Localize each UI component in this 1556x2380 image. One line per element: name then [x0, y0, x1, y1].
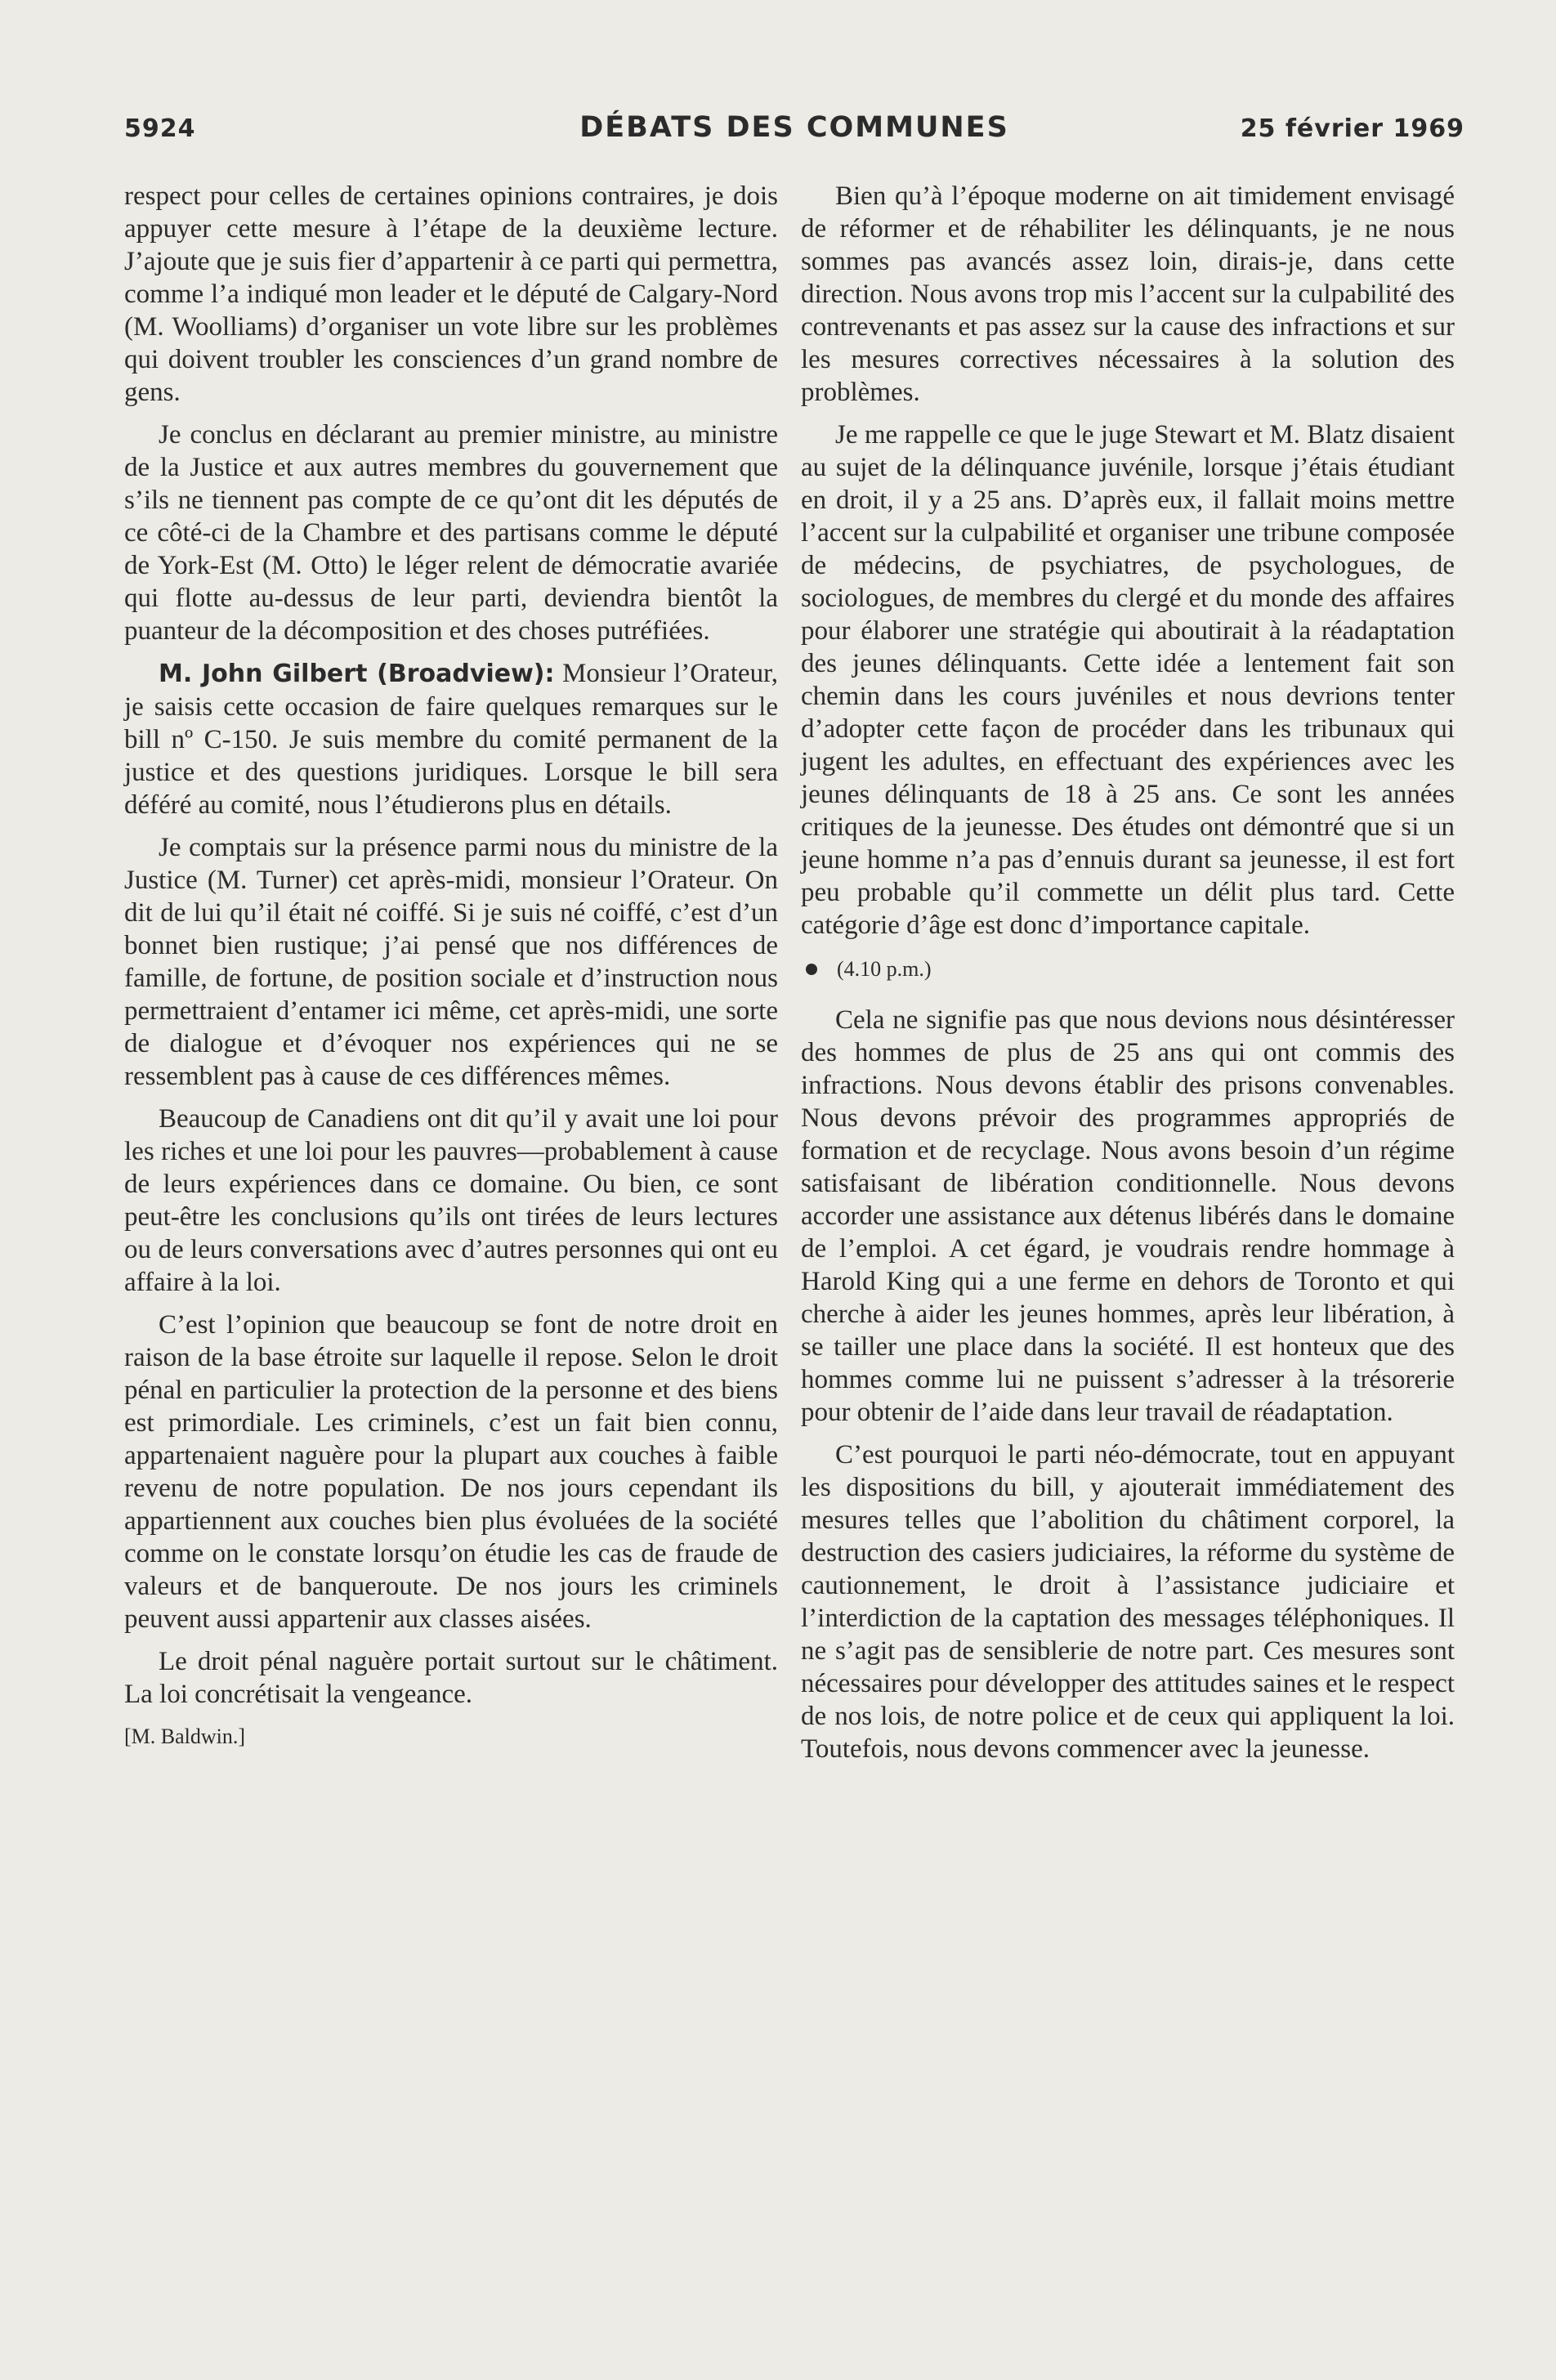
publication-title: DÉBATS DES COMMUNES [579, 111, 1009, 144]
time-stamp: (4.10 p.m.) [837, 957, 932, 981]
right-column [801, 180, 1455, 1775]
bullet-icon [806, 964, 817, 975]
speaker-paragraph [124, 657, 778, 821]
page-number: 5924 [124, 114, 196, 143]
paragraph: Bien qu’à l’époque moderne on ait timidement envisagé de réformer et de réhabiliter les délinquants, je ne nous sommes pas avancés assez loin, dirais-je, dans cette direction. Nous avons trop mis l’accent sur la culpabilité des contrevenants et pas assez sur la cause des infractions et sur les mesures correctives nécessaires à la solution des problèmes. [801, 181, 1455, 407]
paragraph: Cela ne signifie pas que nous devions nous désintéresser des hommes de plus de 25 ans qui ont commis des infractions. Nous devons établir des prisons convenables. Nous devons prévoir des programmes appropriés de formation et de recyclage. Nous avons besoin d’un régime satisfaisant de libération conditionnelle. Nous devons accorder une assistance aux détenus libérés dans le domaine de l’emploi. A cet égard, je voudrais rendre hommage à Harold King qui a une ferme en dehors de Toronto et qui cherche à aider les jeunes hommes, après leur libération, à se tailler une place dans la société. Il est honteux que des hommes comme lui ne puissent s’adresser à la trésorerie pour obtenir de l’aide dans leur travail de réadaptation. [801, 1005, 1455, 1427]
paragraph: respect pour celles de certaines opinions contraires, je dois appuyer cette mesure à l’étape de la deuxième lecture. J’ajoute que je suis fier d’appartenir à ce parti qui permettra, comme l’a indiqué mon leader et le député de Calgary-Nord (M. Woolliams) d’organiser un vote libre sur les problèmes qui doivent troubler les consciences d’un grand nombre de gens. [124, 181, 778, 407]
speaker-attribution: [M. Baldwin.] [124, 1725, 246, 1748]
paragraph: C’est pourquoi le parti néo-démocrate, tout en appuyant les dispositions du bill, y ajouterait immédiatement des mesures telles que l’abolition du châtiment corporel, la destruction des casiers judiciaires, la réforme du système de cautionnement, le droit à l’assistance judiciaire et l’interdiction de la captation des messages téléphoniques. Il ne s’agit pas de sensiblerie de notre part. Ces mesures sont nécessaires pour développer des attitudes saines et le respect de nos lois, de notre police et de ceux qui appliquent la loi. Toutefois, nous devons commencer avec la jeunesse. [801, 1440, 1455, 1764]
paragraph: Je me rappelle ce que le juge Stewart et M. Blatz disaient au sujet de la délinquance juvénile, lorsque j’étais étudiant en droit, il y a 25 ans. D’après eux, il fallait moins mettre l’accent sur la culpabilité et organiser une tribune composée de médecins, de psychiatres, de psychologues, de sociologues, de membres du clergé et du monde des affaires pour élaborer une stratégie qui aboutirait à la réadaptation des jeunes délinquants. Cette idée a lentement fait son chemin dans les cours juvéniles et nous devrions tenter d’adopter cette façon de procéder dans les tribunaux qui jugent les adultes, en effectuant des expériences avec les jeunes délinquants de 18 à 25 ans. Ce sont les années critiques de la jeunesse. Des études ont démontré que si un jeune homme n’a pas d’ennuis durant sa jeunesse, il est fort peu probable qu’il commette un délit plus tard. Cette catégorie d’âge est donc d’importance capitale. [801, 420, 1455, 940]
paragraph: Je comptais sur la présence parmi nous du ministre de la Justice (M. Turner) cet après-midi, monsieur l’Orateur. On dit de lui qu’il était né coiffé. Si je suis né coiffé, c’est d’un bonnet bien rustique; j’ai pensé que nos différences de famille, de fortune, de position sociale et d’instruction nous permettraient d’entamer ici même, cet après-midi, une sorte de dialogue et d’évoquer nos expériences qui ne se ressemblent pas à cause de ces différences mêmes. [124, 833, 778, 1091]
left-column [124, 180, 778, 1763]
page-header [124, 111, 1464, 160]
time-marker [801, 953, 1455, 986]
speaker-name: M. John Gilbert (Broadview): [159, 660, 555, 688]
speaker-text: Monsieur l’Orateur, je saisis cette occasion de faire quelques remarques sur le bill nº C-150. Je suis membre du comité permanent de la justice et des questions juridiques. Lorsque le bill sera déféré au comité, nous l’étudierons plus en détails. [124, 659, 778, 820]
paragraph: C’est l’opinion que beaucoup se font de notre droit en raison de la base étroite sur laquelle il repose. Selon le droit pénal en particulier la protection de la personne et des biens est primordiale. Les criminels, c’est un fait bien connu, appartenaient naguère pour la plupart aux couches à faible revenu de notre population. De nos jours cependant ils appartiennent aux couches bien plus évoluées de la société comme on le constate lorsqu’on étudie les cas de fraude de valeurs et de banqueroute. De nos jours les criminels peuvent aussi appartenir aux classes aisées. [124, 1310, 778, 1634]
paragraph: Beaucoup de Canadiens ont dit qu’il y avait une loi pour les riches et une loi pour les pauvres—probablement à cause de leurs expériences dans ce domaine. Ou bien, ce sont peut-être les conclusions qu’ils ont tirées de leurs lectures ou de leurs conversations avec d’autres personnes qui ont eu affaire à la loi. [124, 1104, 778, 1297]
paragraph: Je conclus en déclarant au premier ministre, au ministre de la Justice et aux autres membres du gouvernement que s’ils ne tiennent pas compte de ce qu’ont dit les députés de ce côté-ci de la Chambre et des partisans comme le député de York-Est (M. Otto) le léger relent de démocratie avariée qui flotte au-dessus de leur parti, deviendra bientôt la puanteur de la décomposition et des choses putréfiées. [124, 420, 778, 646]
paragraph: Le droit pénal naguère portait surtout sur le châtiment. La loi concrétisait la vengeance. [124, 1647, 778, 1709]
page-date: 25 février 1969 [1240, 114, 1464, 143]
